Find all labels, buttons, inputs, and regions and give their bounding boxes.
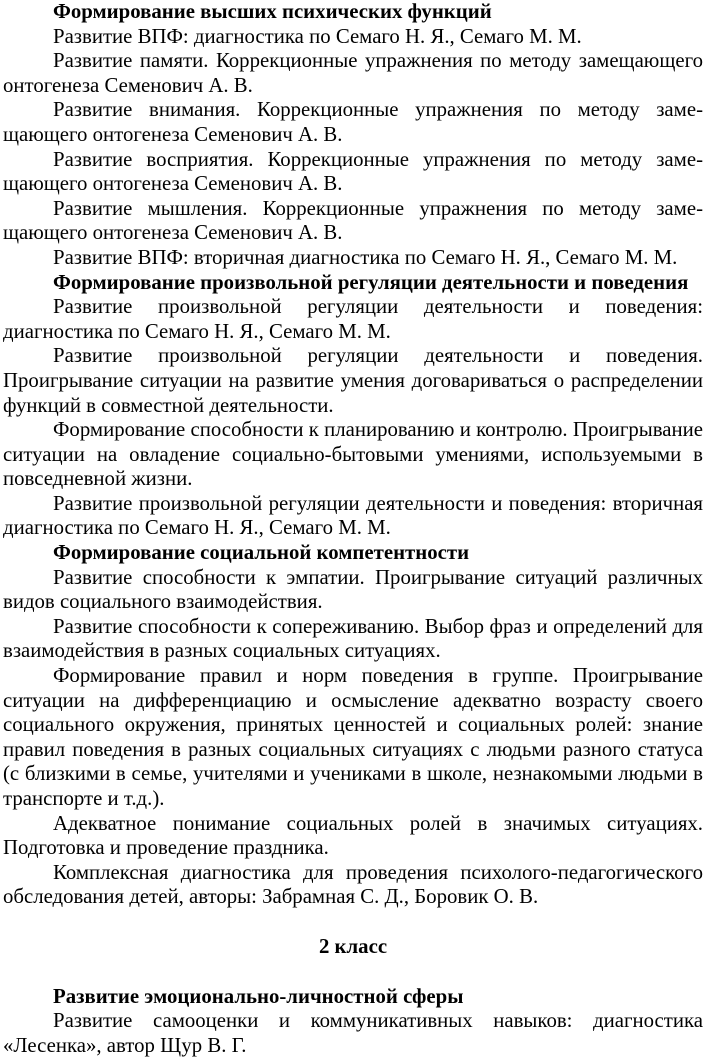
paragraph: Развитие произвольной регуляции деятельности и поведения. Проигрывание ситуации на развитие умения договариваться о распределении функций в совместной деятельности.	[3, 344, 703, 417]
section-heading-social-competence: Формирование социальной компетентности	[53, 541, 470, 565]
paragraph: Формирование правил и норм поведения в группе. Проигрывание ситуации на дифференциацию и осмысление адекватно возрасту своего социального окружения, принятых ценностей и социальных ролей: знание правил поведения в разных социальных ситуациях с людьми разного статуса (с близкими в семье, учителями и учениками в школе, незнакомыми людьми в транспорте и т.д.).	[3, 664, 703, 810]
paragraph: Комплексная диагностика для проведения психолого-педагогического обследования детей, авторы: Забрамная С. Д., Боровик О. В.	[3, 860, 703, 909]
paragraph: Развитие внимания. Коррекционные упражнения по методу замещающего онтогенеза Семенович А. В.	[3, 98, 703, 146]
paragraph: Развитие произвольной регуляции деятельности и поведения: диагностика по Семаго Н. Я., Семаго М. М.	[3, 295, 703, 343]
paragraph: Развитие восприятия. Коррекционные упражнения по методу замещающего онтогенеза Семенович А. В.	[3, 147, 703, 196]
grade-heading: 2 класс	[318, 934, 388, 958]
paragraph: Развитие мышления. Коррекционные упражнения по методу замещающего онтогенеза Семенович А. В.	[3, 196, 703, 245]
document-page	[3, 0, 703, 1058]
paragraph: Развитие способности к сопереживанию. Выбор фраз и определений для взаимодействия в разных социальных ситуациях.	[3, 614, 703, 663]
paragraph: Развитие способности к эмпатии. Проигрывание ситуаций различных видов социального взаимодействия.	[3, 565, 703, 614]
section-heading-higher-mental-functions: Формирование высших психических функций	[53, 0, 492, 23]
section-heading-emotional-personal: Развитие эмоционально-личностной сферы	[53, 984, 464, 1008]
section-heading-voluntary-regulation: Формирование произвольной регуляции деятельности и поведения	[53, 270, 689, 294]
paragraph: Развитие ВПФ: вторичная диагностика по Семаго Н. Я., Семаго М. М.	[53, 245, 678, 269]
paragraph: Развитие ВПФ: диагностика по Семаго Н. Я., Семаго М. М.	[53, 24, 582, 48]
paragraph: Развитие произвольной регуляции деятельности и поведения: вторичная диагностика по Семаго Н. Я., Семаго М. М.	[3, 491, 703, 540]
paragraph: Развитие самооценки и коммуникативных навыков: диагностика «Лесенка», автор Щур В. Г.	[3, 1009, 703, 1057]
paragraph: Формирование способности к планированию и контролю. Проигрывание ситуации на овладение социально-бытовыми умениями, используемыми в повседневной жизни.	[3, 418, 703, 491]
paragraph: Развитие памяти. Коррекционные упражнения по методу замещающего онтогенеза Семенович А. В.	[3, 49, 703, 97]
paragraph: Адекватное понимание социальных ролей в значимых ситуациях. Подготовка и проведение праздника.	[3, 811, 703, 860]
